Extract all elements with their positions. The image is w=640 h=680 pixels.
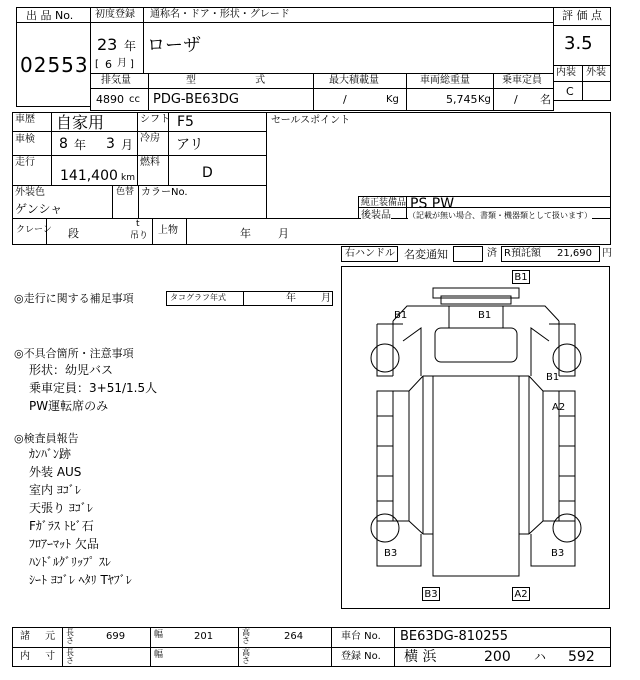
- interior-label: 内装: [556, 67, 576, 78]
- width-label: 幅: [154, 630, 164, 640]
- max-load-label: 最大積載量: [329, 75, 379, 86]
- defect-line: 乗車定員：3+51/1.5人: [29, 381, 158, 395]
- defect-line: PW運転席のみ: [29, 399, 109, 413]
- recycle-fee-label: R預託額: [504, 248, 541, 259]
- ac-label: 冷房: [140, 133, 160, 144]
- reg-label: 登録 No.: [341, 651, 381, 662]
- first-reg-label: 初度登録: [95, 9, 135, 20]
- reg-place: 横 浜: [404, 649, 437, 665]
- ext-color-label: 外装色: [15, 187, 45, 198]
- sales-point-label: セールスポイント: [271, 115, 351, 126]
- color-change-label: 色替: [116, 187, 135, 197]
- displacement-label: 排気量: [101, 75, 131, 86]
- gross-weight-label: 車両総重量: [420, 75, 470, 86]
- height-label: 高さ: [242, 628, 250, 645]
- inspector-line: 外装 AUS: [29, 465, 82, 479]
- color-no-label: カラーNo.: [141, 187, 188, 198]
- history-label: 車歴: [15, 114, 35, 125]
- capacity-value: /: [514, 93, 518, 106]
- capacity-unit: 名: [540, 93, 551, 106]
- inspector-line: ﾌﾛｱｰﾏｯﾄ 欠品: [29, 537, 99, 551]
- recycle-unit: 円: [602, 248, 612, 259]
- tachograph-label: タコグラフ年式: [170, 293, 226, 302]
- max-load-value: /: [343, 93, 347, 106]
- damage-mark: B1: [478, 310, 492, 321]
- inspector-line: 天張り ﾖｺﾞﾚ: [29, 501, 93, 515]
- crane-t: t: [136, 219, 140, 229]
- int-width-label: 幅: [154, 650, 164, 660]
- lift-year: 年: [240, 227, 251, 240]
- grade-value: 3.5: [564, 33, 593, 54]
- name-change-box: [453, 246, 483, 262]
- right-handle-label: 右ハンドル: [345, 248, 395, 259]
- inspector-line: ｶﾝﾊﾞﾝ跡: [29, 447, 72, 461]
- grade-label: 評 価 点: [562, 9, 602, 22]
- fuel-label: 燃料: [140, 157, 160, 168]
- defect-line: 形状：幼児バス: [29, 363, 114, 377]
- crane-stage: 段: [68, 227, 79, 240]
- type-value: PDG-BE63DG: [153, 92, 239, 107]
- car-name: ローザ: [147, 35, 201, 56]
- type-label: 型 式: [186, 75, 294, 86]
- displacement-value: 4890: [96, 93, 124, 106]
- fuel-value: D: [202, 165, 213, 181]
- gross-weight-value: 5,745: [446, 93, 478, 106]
- exterior-label: 外装: [586, 67, 606, 78]
- width-value: 201: [194, 631, 214, 642]
- tachograph-month: 月: [321, 293, 331, 304]
- chassis-label: 車台 No.: [341, 631, 381, 642]
- damage-mark: A2: [512, 587, 530, 601]
- equipment-label: 純正装備品: [361, 198, 407, 208]
- inspection-label: 車検: [15, 134, 35, 145]
- int-height-label: 高さ: [242, 648, 250, 665]
- interior-dim-label: 内 寸: [20, 651, 62, 662]
- first-reg-year: 23: [97, 35, 118, 54]
- inspector-line: ﾊﾝﾄﾞﾙｸﾞﾘｯﾌﾟ ｽﾚ: [29, 555, 111, 569]
- capacity-label: 乗車定員: [502, 75, 542, 86]
- mileage-label: 走行: [15, 157, 35, 168]
- bus-outline-icon: [341, 266, 610, 609]
- defects-title: ◎不具合箇所・注意事項: [14, 347, 134, 360]
- reg-class: 200: [484, 649, 511, 665]
- first-reg-month: 6: [105, 58, 112, 71]
- ext-color-value: ゲンシャ: [15, 202, 63, 216]
- crane-label: クレーン: [16, 225, 52, 235]
- shift-label: シフト: [140, 114, 170, 125]
- model-desc-label: 通称名・ドア・形状・グレード: [150, 9, 290, 20]
- shift-value: F5: [177, 114, 194, 130]
- lift-label: 上物: [158, 225, 178, 236]
- specs-row-label: 諸 元: [20, 631, 62, 642]
- length-value: 699: [106, 631, 126, 642]
- equipment-value: PS PW: [410, 196, 455, 212]
- displacement-unit: cc: [129, 94, 140, 105]
- gross-weight-unit: Kg: [478, 94, 491, 105]
- lot-number: 02553: [20, 53, 89, 77]
- month-unit: 月: [117, 58, 127, 69]
- length-label: 長さ: [66, 628, 74, 645]
- history-value: 自家用: [56, 113, 105, 132]
- aftermarket-label: 後装品: [361, 210, 391, 221]
- damage-mark: A2: [552, 402, 566, 413]
- inspection-month: 3: [106, 136, 115, 152]
- damage-mark: B3: [551, 548, 565, 559]
- interior-grade: C: [566, 85, 574, 98]
- driving-title: ◎走行に関する補足事項: [14, 292, 134, 305]
- mileage-unit: km: [121, 173, 135, 183]
- inspector-line: ｼｰﾄ ﾖｺﾞﾚ ﾍﾀﾘ Tﾔﾌﾞﾚ: [29, 573, 132, 587]
- inspector-line: Fｶﾞﾗｽ ﾄﾋﾞ石: [29, 519, 94, 533]
- damage-mark: B1: [546, 372, 560, 383]
- inspector-line: 室内 ﾖｺﾞﾚ: [29, 483, 81, 497]
- recycle-done-label: 済: [487, 248, 497, 259]
- height-value: 264: [284, 631, 304, 642]
- damage-mark: B3: [384, 548, 398, 559]
- reg-number: 592: [568, 649, 595, 665]
- damage-mark: B1: [394, 310, 408, 321]
- inspector-title: ◎検査員報告: [14, 432, 79, 445]
- inspection-year-unit: 年: [74, 138, 87, 152]
- ac-value: アリ: [176, 137, 204, 153]
- reg-kana: ハ: [534, 650, 547, 664]
- damage-mark: B3: [422, 587, 440, 601]
- lift-month: 月: [278, 227, 289, 240]
- chassis-value: BE63DG-810255: [400, 629, 509, 644]
- int-length-label: 長さ: [66, 648, 74, 665]
- aftermarket-note: （記載が無い場合、書類・機器類として扱います）: [408, 211, 592, 220]
- damage-mark: B1: [512, 270, 530, 284]
- inspection-year: 8: [59, 136, 68, 152]
- inspection-month-unit: 月: [121, 138, 134, 152]
- recycle-fee-value: 21,690: [557, 248, 592, 259]
- name-change-label: 名変通知: [404, 248, 448, 261]
- mileage-value: 141,400: [60, 168, 118, 184]
- lot-label: 出 品 No.: [26, 9, 74, 22]
- max-load-unit: Kg: [386, 94, 399, 105]
- crane-hang: 吊り: [130, 231, 149, 241]
- tachograph-year: 年: [286, 293, 296, 304]
- year-unit: 年: [124, 39, 137, 53]
